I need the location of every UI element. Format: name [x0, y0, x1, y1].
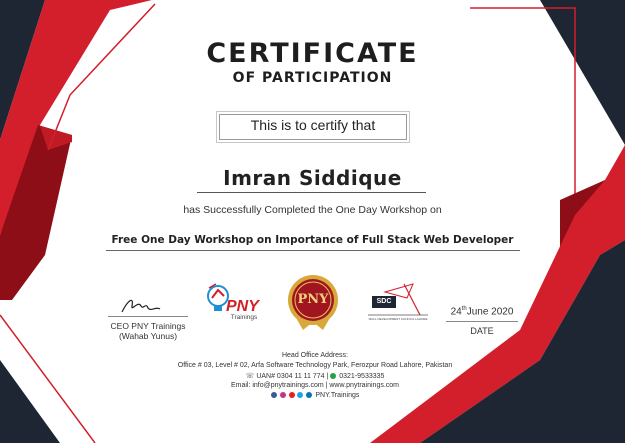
address-heading: Head Office Address: — [281, 352, 349, 359]
contact-line — [120, 372, 510, 380]
signature-line — [108, 316, 188, 317]
date-line — [446, 321, 518, 322]
recipient-name: Imran Siddique — [223, 166, 402, 190]
youtube-icon[interactable] — [289, 392, 295, 398]
email-web-line[interactable]: Email: info@pnytrainings.com | www.pnytrainings.com — [230, 382, 400, 389]
date-value — [440, 306, 524, 317]
date-label: DATE — [470, 326, 494, 336]
facebook-icon[interactable] — [271, 392, 277, 398]
seal-text: PNY — [297, 292, 329, 307]
sdc-subtext: SKILL DEVELOPMENT COUNCIL LAHORE — [368, 317, 428, 321]
workshop-underline — [106, 250, 520, 251]
date-month-year: June 2020 — [466, 306, 514, 318]
signature — [122, 300, 160, 312]
uan-number: UAN# 0304 11 11 774 — [256, 373, 325, 380]
certify-text: This is to certify that — [250, 117, 376, 133]
date-day: 24 — [450, 306, 462, 318]
pny-logo-subtext: Trainings — [230, 314, 258, 321]
instagram-icon[interactable] — [280, 392, 286, 398]
social-handle: PNY.Trainings — [315, 392, 360, 399]
certificate-subtitle: OF PARTICIPATION — [232, 70, 393, 86]
phone-icon: ☏ — [245, 373, 255, 380]
bottom-left-navy-band — [0, 360, 60, 443]
contact-separator: | — [326, 373, 329, 380]
pny-logo-text: PNY — [226, 298, 259, 315]
completed-text: has Successfully Completed the One Day Workshop on — [183, 204, 442, 216]
social-line — [120, 392, 510, 399]
signatory-title: CEO PNY Trainings — [110, 321, 186, 331]
pny-logo — [208, 284, 228, 311]
sdc-text: SDC — [376, 298, 392, 305]
name-underline — [197, 192, 426, 193]
date-suffix: th — [461, 306, 467, 312]
signatory-name: (Wahab Yunus) — [118, 331, 178, 341]
linkedin-icon[interactable] — [306, 392, 312, 398]
workshop-title: Free One Day Workshop on Importance of Full Stack Web Developer — [111, 234, 514, 246]
twitter-icon[interactable] — [297, 392, 303, 398]
whatsapp-icon — [330, 373, 336, 379]
certificate-title: CERTIFICATE — [206, 38, 419, 69]
address-line: Office # 03, Level # 02, Arfa Software Technology Park, Ferozpur Road Lahore, Pakistan — [177, 362, 453, 369]
phone-number: 0321-9533335 — [339, 373, 385, 380]
